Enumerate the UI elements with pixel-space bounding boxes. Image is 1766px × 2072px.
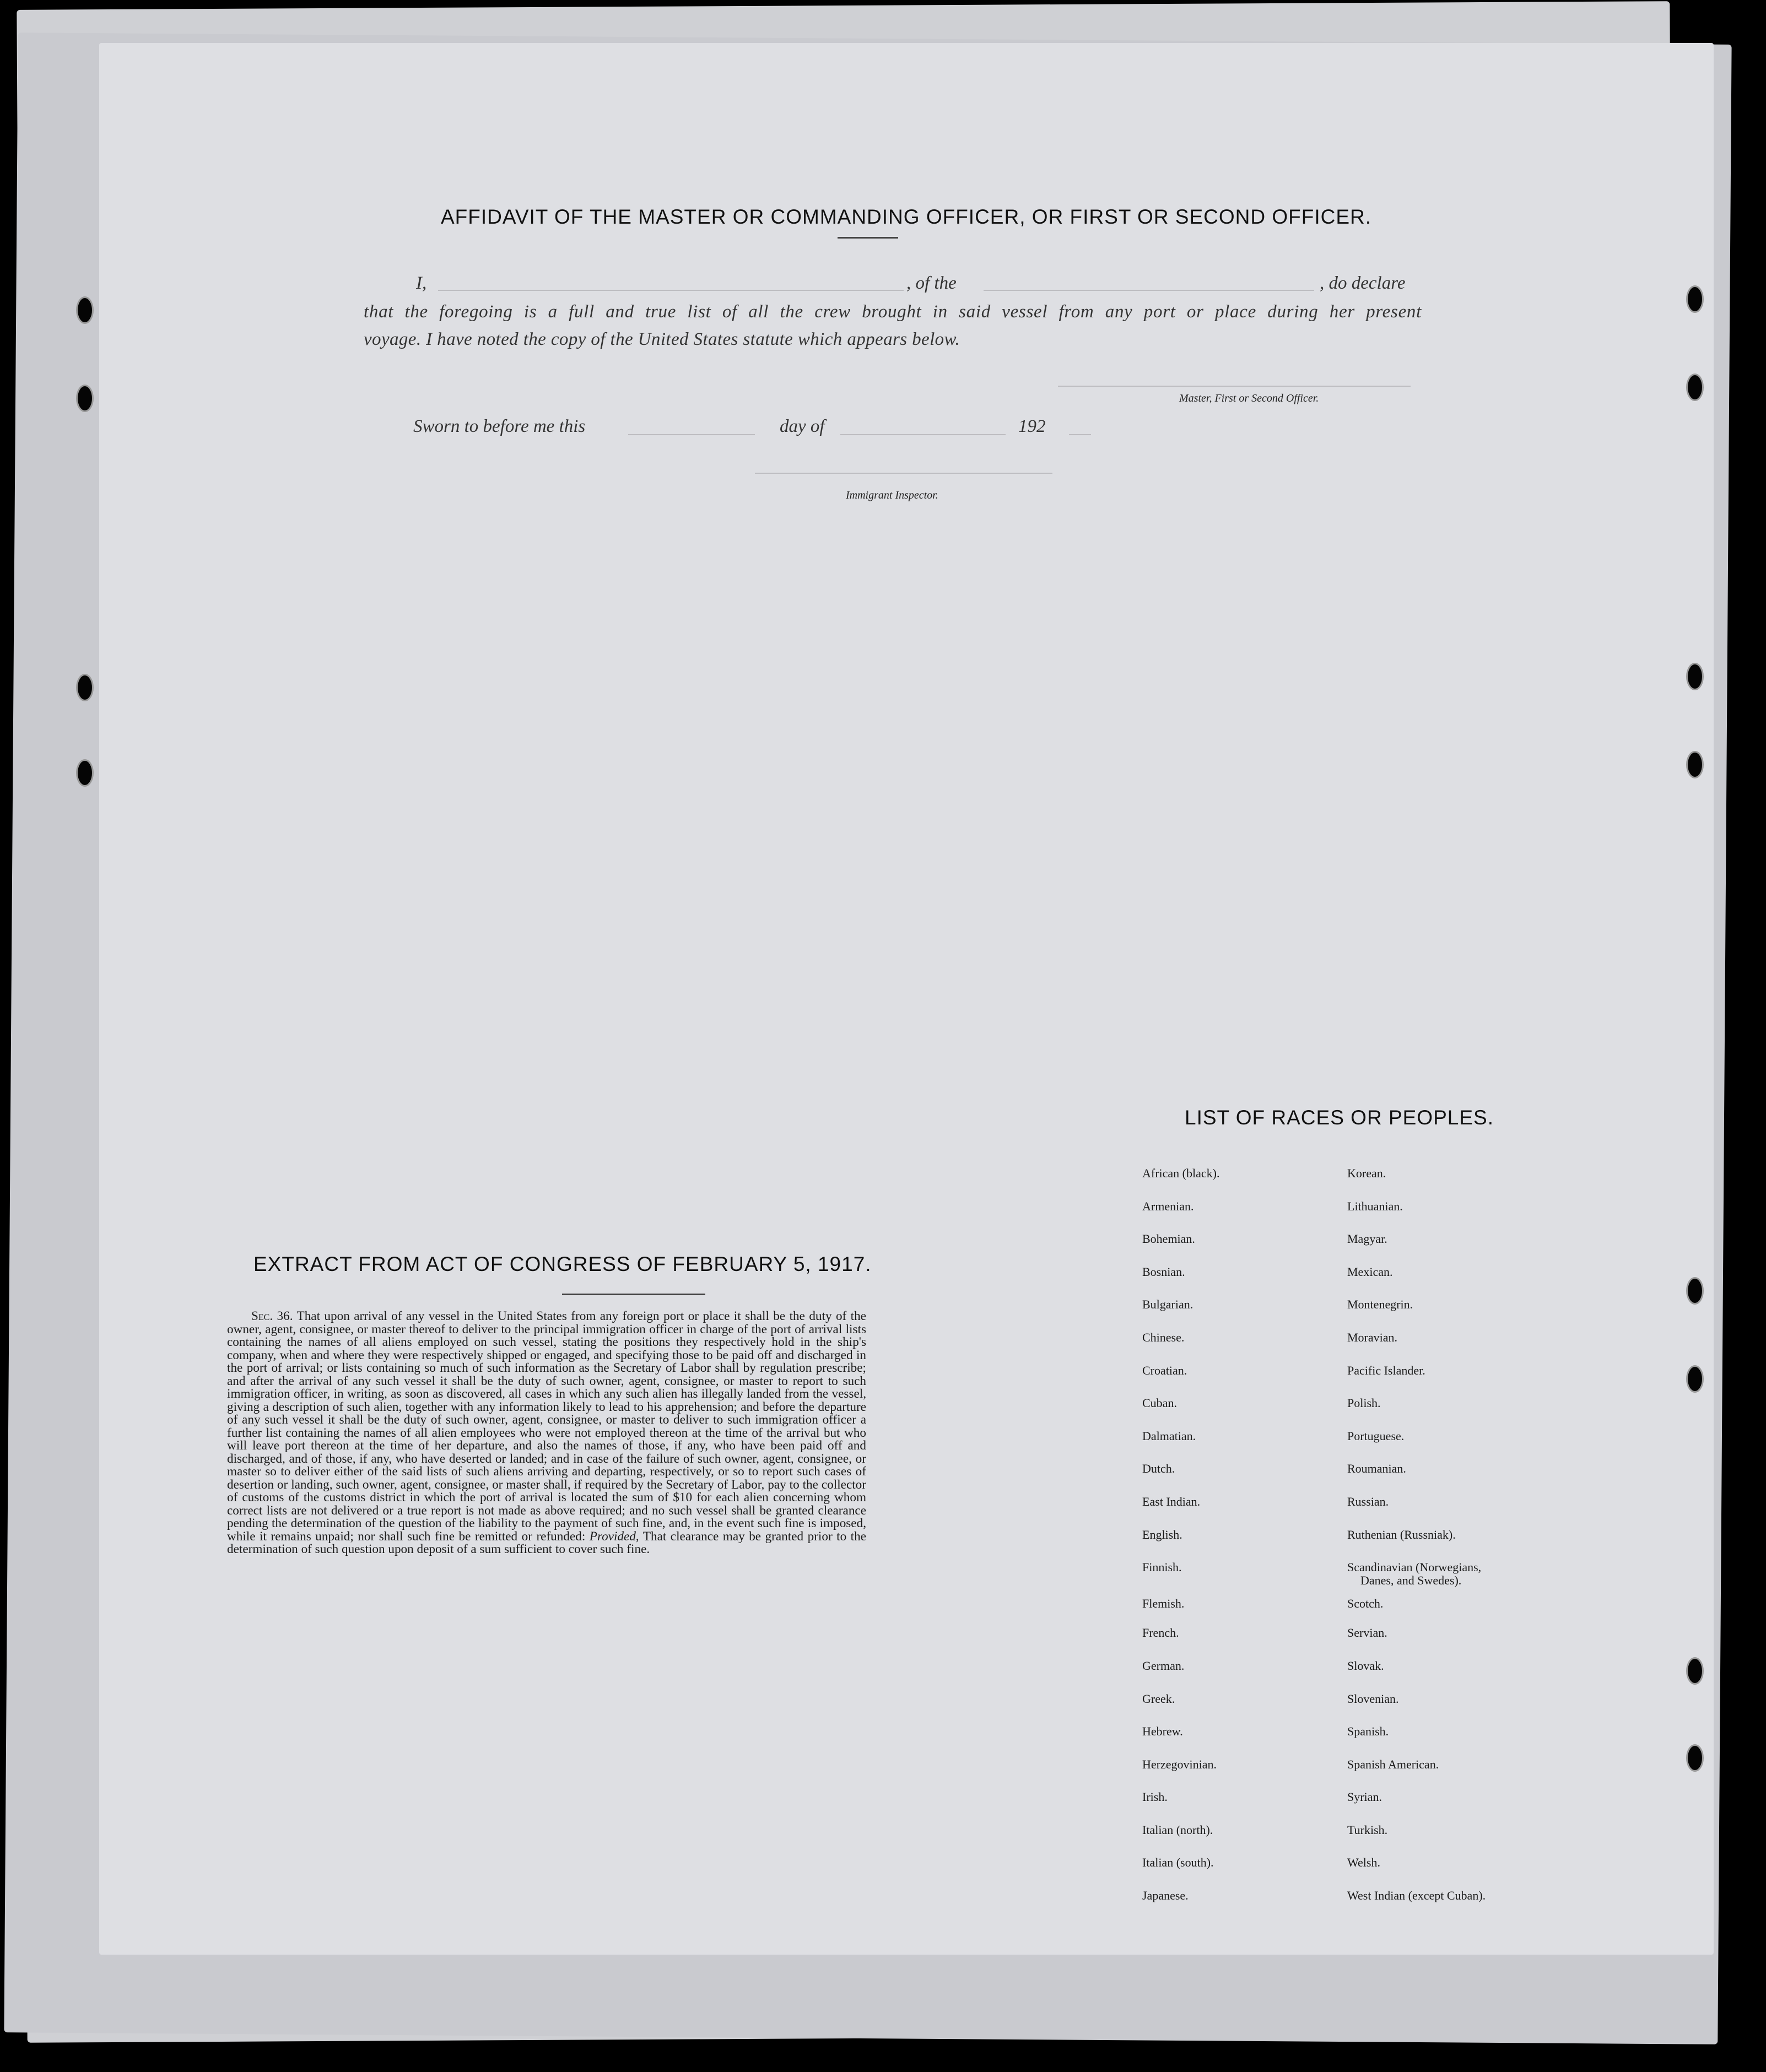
race-item: Cuban. <box>1142 1396 1177 1410</box>
race-item: Bulgarian. <box>1142 1297 1193 1312</box>
race-item-scandinavian <box>1347 1561 1486 1594</box>
name-blank <box>438 290 904 291</box>
signature-blank <box>1058 386 1411 387</box>
sworn-day: day of <box>780 416 825 436</box>
race-item: English. <box>1142 1527 1182 1541</box>
punch-hole <box>1686 374 1704 401</box>
race-item: Irish. <box>1142 1790 1168 1804</box>
punch-hole <box>1686 1657 1704 1685</box>
inspector-blank <box>755 473 1052 474</box>
punch-hole <box>1686 1277 1704 1305</box>
race-item: Herzegovinian. <box>1142 1757 1217 1771</box>
race-item: West Indian (except Cuban). <box>1347 1889 1486 1903</box>
race-item: Pacific Islander. <box>1347 1363 1425 1377</box>
affidavit-line1-mid: , of the <box>906 273 957 293</box>
race-item: Spanish American. <box>1347 1757 1439 1771</box>
vessel-blank <box>984 290 1314 291</box>
affidavit-line2: that the foregoing is a full and true list of all the crew brought in said vessel from any port or place during her present <box>364 302 1422 322</box>
race-item: Italian (south). <box>1142 1855 1214 1870</box>
heading-rule <box>838 237 898 239</box>
race-item: Dutch. <box>1142 1462 1175 1476</box>
race-item: Flemish. <box>1142 1596 1185 1610</box>
race-item: Slovenian. <box>1347 1691 1399 1706</box>
punch-hole <box>76 674 94 701</box>
extract-heading: EXTRACT FROM ACT OF CONGRESS OF FEBRUARY 5, 1917. <box>253 1253 872 1275</box>
document-page <box>99 43 1714 1955</box>
day-blank <box>628 434 755 435</box>
race-item: Dalmatian. <box>1142 1429 1196 1443</box>
race-item: East Indian. <box>1142 1494 1201 1508</box>
race-item: German. <box>1142 1658 1185 1673</box>
race-item: Portuguese. <box>1347 1429 1405 1443</box>
race-item: Servian. <box>1347 1626 1387 1640</box>
section-body: That upon arrival of any vessel in the United States from any foreign port or place it shall be the duty of the owner, agent, consignee, or master thereof to deliver to the principal immigration officer in charge of the port of arrival lists containing the names of all aliens employed on such vessel, stating the positions they respectively hold in the ship's company, when and where they were respectively shipped or engaged, and specifying those to be paid off and discharged in the port of arrival; or lists containing so much of such information as the Secretary of Labor shall by regulation prescribe; and after the arrival of any such vessel it shall be the duty of such owner, agent, consignee, or master to report to such immigration officer, in writing, as soon as discovered, all cases in which any such alien has illegally landed from the vessel, giving a description of such alien, together with any information likely to lead to his apprehension; and before the departure of any such vessel it shall be the duty of such owner, agent, consignee, or master to deliver to such immigration officer a further list containing the names of all alien employees who were not employed thereon at the time of the arrival but who will leave port thereon at the time of her departure, and also the names of those, if any, who have been paid off and discharged, and of those, if any, who have deserted or landed; and in case of the failure of such owner, agent, consignee, or master so to deliver either of the said lists of such aliens arriving and departing, respectively, or so to report such cases of desertion or landing, such owner, agent, consignee, or master shall, if required by the Secretary of Labor, pay to the collector of customs of the customs district in which the port of arrival is located the sum of $10 for each alien concerning whom correct lists are not delivered or a true report is not made as above required; and no such vessel shall be granted clearance pending the determination of the question of the liability to the payment of such fine, and, in the event such fine is imposed, while it remains unpaid; nor shall such fine be remitted or refunded: <box>227 1309 866 1544</box>
section-body-end: That clearance may be granted prior to the determination of such question upon deposit of a sum sufficient to cover such fine. <box>227 1529 867 1556</box>
race-item: Korean. <box>1347 1166 1386 1180</box>
affidavit-line1-prefix: I, <box>416 273 427 293</box>
races-right-column <box>1347 1167 1486 1922</box>
sworn-year: 192 <box>1018 416 1046 436</box>
race-item: Syrian. <box>1347 1790 1382 1804</box>
punch-hole <box>1686 285 1704 313</box>
affidavit-line3: voyage. I have noted the copy of the United States statute which appears below. <box>364 329 960 349</box>
race-item: Chinese. <box>1142 1330 1185 1344</box>
race-item: African (black). <box>1142 1166 1220 1180</box>
race-item: Croatian. <box>1142 1363 1187 1377</box>
punch-hole <box>76 759 94 787</box>
punch-hole <box>76 296 94 324</box>
punch-hole <box>1686 663 1704 690</box>
race-item: Magyar. <box>1347 1232 1387 1246</box>
race-item: Italian (north). <box>1142 1822 1213 1837</box>
extract-body-text <box>227 1310 866 1556</box>
extract-rule <box>562 1294 705 1295</box>
race-item: Japanese. <box>1142 1889 1189 1903</box>
races-left-column <box>1142 1167 1219 1922</box>
race-item: Hebrew. <box>1142 1724 1183 1739</box>
punch-hole <box>1686 751 1704 778</box>
punch-hole <box>1686 1744 1704 1772</box>
race-item: Greek. <box>1142 1691 1175 1706</box>
race-item: French. <box>1142 1626 1179 1640</box>
section-label: Sec. 36. <box>251 1309 293 1323</box>
affidavit-line1-end: , do declare <box>1320 273 1406 293</box>
punch-hole <box>76 385 94 412</box>
race-item: Bosnian. <box>1142 1264 1185 1279</box>
affidavit-heading: AFFIDAVIT OF THE MASTER OR COMMANDING OFFICER, OR FIRST OR SECOND OFFICER. <box>441 205 1372 228</box>
race-item: Turkish. <box>1347 1822 1388 1837</box>
race-item: Bohemian. <box>1142 1232 1195 1246</box>
race-item: Russian. <box>1347 1494 1389 1508</box>
race-item: Montenegrin. <box>1347 1297 1413 1312</box>
race-item: Spanish. <box>1347 1724 1389 1739</box>
race-item: Moravian. <box>1347 1330 1398 1344</box>
inspector-caption: Immigrant Inspector. <box>846 489 938 501</box>
sworn-prefix: Sworn to before me this <box>413 416 586 436</box>
race-item: Mexican. <box>1347 1264 1393 1279</box>
year-blank <box>1069 434 1091 435</box>
race-item: Ruthenian (Russniak). <box>1347 1527 1456 1541</box>
race-item: Scandinavian (Norwegians, <box>1347 1560 1482 1575</box>
race-item: Armenian. <box>1142 1199 1194 1213</box>
race-item-continuation: Danes, and Swedes). <box>1360 1573 1462 1588</box>
race-item: Finnish. <box>1142 1560 1182 1575</box>
race-item: Polish. <box>1347 1396 1381 1410</box>
race-item: Scotch. <box>1347 1596 1384 1610</box>
race-item: Welsh. <box>1347 1855 1380 1870</box>
race-item: Lithuanian. <box>1347 1199 1403 1213</box>
punch-hole <box>1686 1365 1704 1393</box>
month-blank <box>840 434 1006 435</box>
signature-caption: Master, First or Second Officer. <box>1179 392 1319 404</box>
race-item: Slovak. <box>1347 1658 1384 1673</box>
race-item: Roumanian. <box>1347 1462 1406 1476</box>
provided-label: Provided, <box>589 1529 639 1544</box>
races-heading: LIST OF RACES OR PEOPLES. <box>1185 1106 1494 1129</box>
